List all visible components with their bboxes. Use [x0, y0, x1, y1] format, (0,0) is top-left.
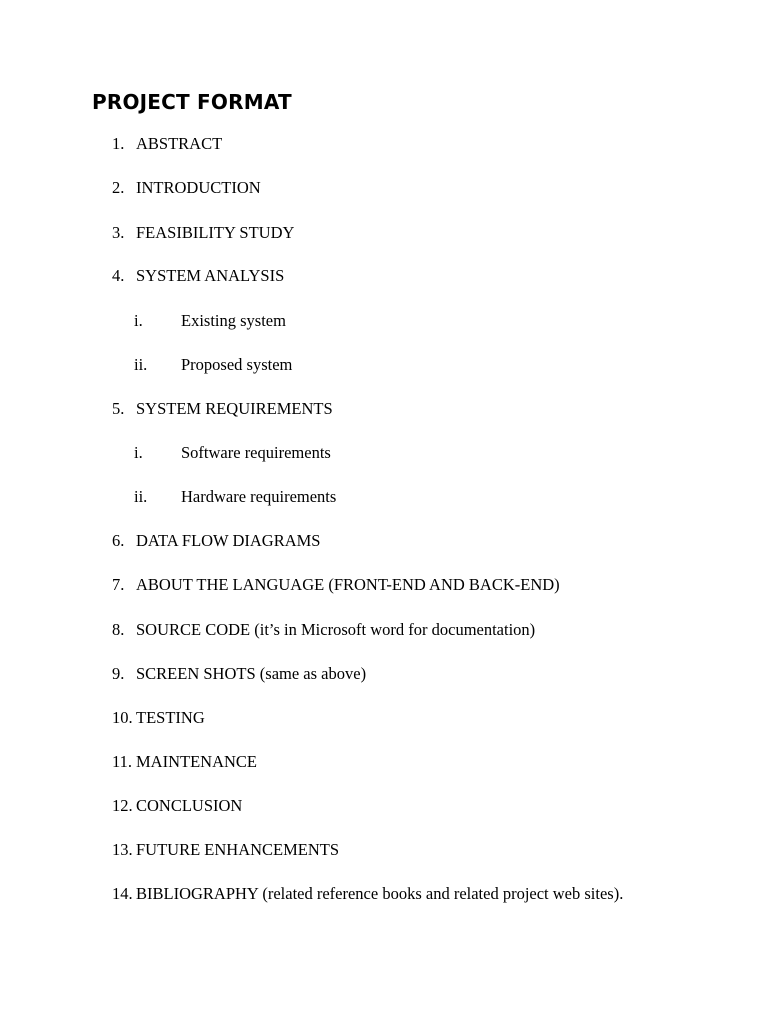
item-text: SYSTEM ANALYSIS	[136, 266, 285, 285]
item-number: 13.	[112, 840, 133, 859]
item-text: SCREEN SHOTS (same as above)	[136, 664, 367, 683]
item-text: BIBLIOGRAPHY (related reference books and related project web sites).	[136, 884, 624, 903]
sub-item-number: ii.	[134, 487, 148, 506]
item-number: 1.	[112, 134, 125, 153]
item-number: 8.	[112, 620, 125, 639]
page-title: PROJECT FORMAT	[92, 90, 292, 114]
item-number: 6.	[112, 531, 125, 550]
item-text: SYSTEM REQUIREMENTS	[136, 399, 333, 418]
item-number: 9.	[112, 664, 125, 683]
item-number: 14.	[112, 884, 133, 903]
sub-item-text: Hardware requirements	[181, 487, 337, 506]
item-number: 11.	[112, 752, 133, 771]
item-number: 5.	[112, 399, 125, 418]
item-number: 7.	[112, 575, 125, 594]
item-text: FUTURE ENHANCEMENTS	[136, 840, 340, 859]
sub-item-number: i.	[134, 311, 143, 330]
item-text: ABSTRACT	[136, 134, 223, 153]
sub-item-text: Existing system	[181, 311, 286, 330]
item-text: MAINTENANCE	[136, 752, 257, 771]
item-number: 3.	[112, 223, 125, 242]
sub-item-number: i.	[134, 443, 143, 462]
item-text: SOURCE CODE (it’s in Microsoft word for documentation)	[136, 620, 536, 639]
item-text: ABOUT THE LANGUAGE (FRONT-END AND BACK-END)	[136, 575, 560, 594]
item-number: 12.	[112, 796, 133, 815]
sub-item-text: Software requirements	[181, 443, 331, 462]
item-text: TESTING	[136, 708, 205, 727]
item-number: 2.	[112, 178, 125, 197]
item-number: 10.	[112, 708, 133, 727]
item-text: DATA FLOW DIAGRAMS	[136, 531, 321, 550]
item-text: INTRODUCTION	[136, 178, 261, 197]
sub-item-text: Proposed system	[181, 355, 293, 374]
item-text: CONCLUSION	[136, 796, 243, 815]
item-number: 4.	[112, 266, 125, 285]
sub-item-number: ii.	[134, 355, 148, 374]
item-text: FEASIBILITY STUDY	[136, 223, 295, 242]
